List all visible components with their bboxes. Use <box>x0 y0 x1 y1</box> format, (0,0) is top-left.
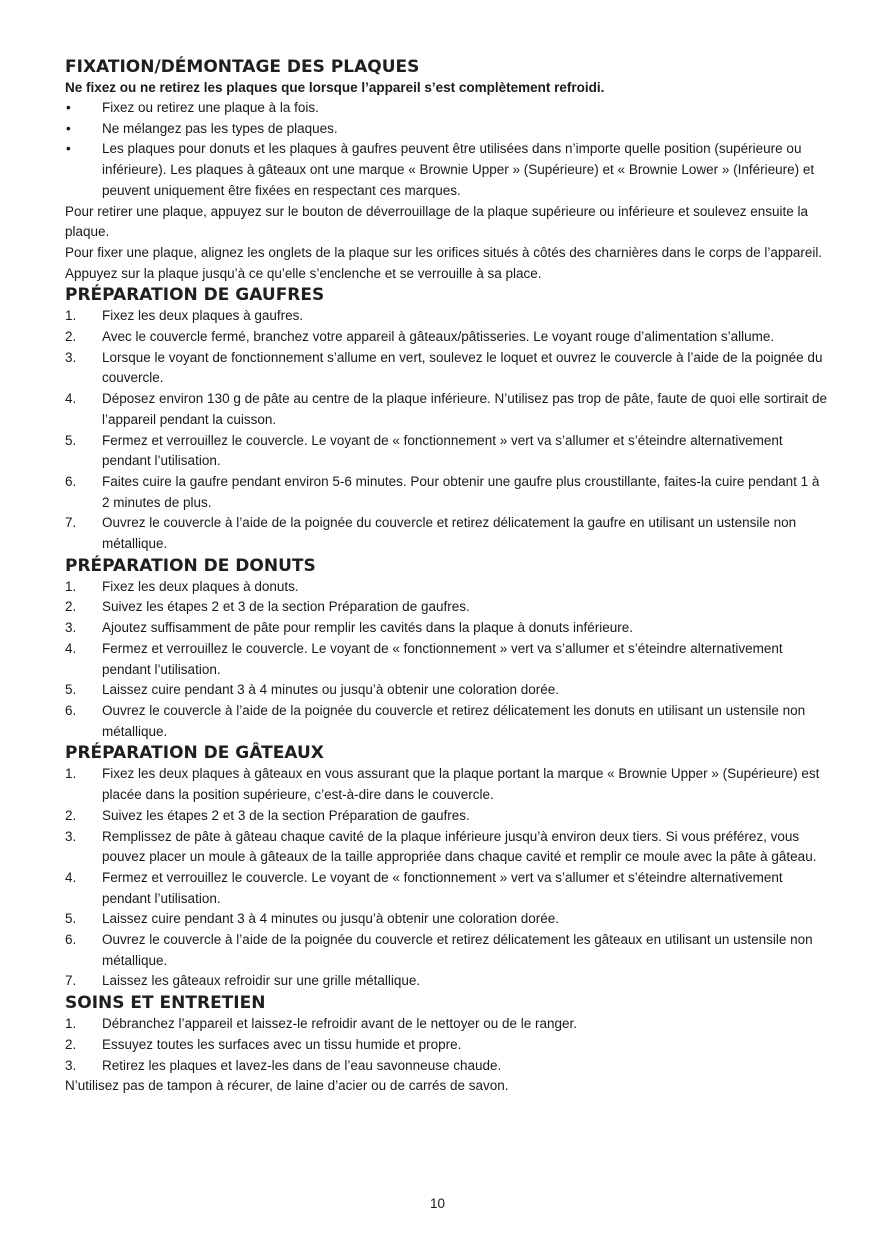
step-item <box>65 1014 827 1035</box>
step-number: 2. <box>65 807 77 823</box>
section-title: PRÉPARATION DE GAUFRES <box>65 285 325 306</box>
bullet-list <box>65 98 827 202</box>
bullet-marker: • <box>66 141 71 157</box>
step-item <box>65 930 827 971</box>
steps-list <box>65 1014 827 1076</box>
step-item <box>65 306 827 327</box>
step-number: 4. <box>65 640 77 656</box>
step-text: Ajoutez suffisamment de pâte pour remplir les cavités dans la plaque à donuts inférieure. <box>102 620 634 636</box>
step-item <box>65 806 827 827</box>
bullet-marker: • <box>66 120 71 136</box>
care-note: N’utilisez pas de tampon à récurer, de laine d’acier ou de carrés de savon. <box>65 1078 509 1094</box>
section-title: PRÉPARATION DE GÂTEAUX <box>65 743 324 764</box>
step-text: Fixez les deux plaques à gaufres. <box>102 308 304 324</box>
step-text: Ouvrez le couvercle à l’aide de la poignée du couvercle et retirez délicatement la gaufre en utilisant un ustensile non métallique. <box>102 515 797 552</box>
step-number: 2. <box>65 599 77 615</box>
list-item <box>65 98 827 119</box>
step-text: Fixez les deux plaques à gâteaux en vous assurant que la plaque portant la marque « Brownie Upper » (Supérieure) est placée dans la position supérieure, c’est-à-dire dans le couvercle. <box>102 766 820 803</box>
list-item-text: Les plaques pour donuts et les plaques à gaufres peuvent être utilisées dans n’importe quelle position (supérieure ou inférieure). Les plaques à gâteaux ont une marque « Brownie Upper » (Supérieure) et « Brownie Lower » (Inférieure) et peuvent uniquement être fixées en respectant ces marques. <box>102 141 815 198</box>
step-text: Débranchez l’appareil et laissez-le refroidir avant de le nettoyer ou de le ranger. <box>102 1016 578 1032</box>
step-text: Déposez environ 130 g de pâte au centre de la plaque inférieure. N’utilisez pas trop de pâte, faute de quoi elle sortirait de l’appareil pendant la cuisson. <box>102 391 827 427</box>
step-number: 2. <box>65 329 77 345</box>
step-text: Lorsque le voyant de fonctionnement s’allume en vert, soulevez le loquet et ouvrez le couvercle à l’aide de la poignée du couvercle. <box>102 349 823 386</box>
step-number: 4. <box>65 391 77 407</box>
section-title: SOINS ET ENTRETIEN <box>65 993 266 1014</box>
step-number: 3. <box>65 828 77 844</box>
steps-list <box>65 306 827 554</box>
list-item <box>65 139 827 201</box>
paragraph: Pour retirer une plaque, appuyez sur le bouton de déverrouillage de la plaque supérieure ou inférieure et soulevez ensuite la plaque. <box>65 203 808 240</box>
step-text: Fermez et verrouillez le couvercle. Le voyant de « fonctionnement » vert va s’allumer et s’éteindre alternativement pendant l’utilisation. <box>102 432 783 469</box>
step-item <box>65 909 827 930</box>
step-number: 3. <box>65 1057 77 1073</box>
step-text: Suivez les étapes 2 et 3 de la section Préparation de gaufres. <box>102 807 470 823</box>
step-text: Laissez les gâteaux refroidir sur une grille métallique. <box>102 973 421 989</box>
step-item <box>65 389 827 430</box>
step-text: Fermez et verrouillez le couvercle. Le voyant de « fonctionnement » vert va s’allumer et s’éteindre alternativement pendant l’utilisation. <box>102 640 783 677</box>
step-text: Retirez les plaques et lavez-les dans de l’eau savonneuse chaude. <box>102 1057 502 1073</box>
step-item <box>65 327 827 348</box>
list-item <box>65 119 827 140</box>
step-number: 6. <box>65 473 77 489</box>
step-number: 6. <box>65 932 77 948</box>
step-item <box>65 868 827 909</box>
step-item <box>65 680 827 701</box>
section-title: PRÉPARATION DE DONUTS <box>65 555 316 576</box>
step-text: Ouvrez le couvercle à l’aide de la poignée du couvercle et retirez délicatement les gâteaux en utilisant un ustensile non métallique. <box>102 932 813 968</box>
step-item <box>65 971 827 992</box>
step-number: 3. <box>65 620 77 636</box>
step-number: 3. <box>65 349 77 365</box>
step-item <box>65 827 827 868</box>
section-donuts <box>65 555 827 743</box>
steps-list <box>65 577 827 743</box>
step-number: 2. <box>65 1036 77 1052</box>
step-item <box>65 639 827 680</box>
step-number: 7. <box>65 973 77 989</box>
step-number: 1. <box>65 1016 77 1032</box>
step-text: Avec le couvercle fermé, branchez votre appareil à gâteaux/pâtisseries. Le voyant rouge d’alimentation s’allume. <box>102 329 775 345</box>
step-text: Suivez les étapes 2 et 3 de la section Préparation de gaufres. <box>102 599 470 615</box>
step-text: Ouvrez le couvercle à l’aide de la poignée du couvercle et retirez délicatement les donuts en utilisant un ustensile non métallique. <box>102 702 806 739</box>
section-title: FIXATION/DÉMONTAGE DES PLAQUES <box>65 57 420 77</box>
step-text: Fermez et verrouillez le couvercle. Le voyant de « fonctionnement » vert va s’allumer et s’éteindre alternativement pendant l’utilisation. <box>102 869 783 906</box>
step-number: 1. <box>65 308 77 324</box>
steps-list <box>65 764 827 992</box>
step-item <box>65 1035 827 1056</box>
section-plate-fitting <box>65 57 827 284</box>
step-item <box>65 513 827 554</box>
step-item <box>65 597 827 618</box>
step-text: Fixez les deux plaques à donuts. <box>102 578 299 594</box>
step-text: Laissez cuire pendant 3 à 4 minutes ou jusqu’à obtenir une coloration dorée. <box>102 911 560 927</box>
paragraph: Pour fixer une plaque, alignez les onglets de la plaque sur les orifices situés à côtés des charnières dans le corps de l’appareil. Appuyez sur la plaque jusqu’à ce qu’elle s’enclenche et se verrouille à sa place. <box>65 244 823 281</box>
step-number: 5. <box>65 682 77 698</box>
step-item <box>65 618 827 639</box>
step-number: 7. <box>65 515 77 531</box>
step-item <box>65 701 827 742</box>
step-item <box>65 431 827 472</box>
step-number: 1. <box>65 766 77 782</box>
step-item <box>65 577 827 598</box>
section-waffles <box>65 284 827 554</box>
bullet-marker: • <box>66 100 71 115</box>
warning-text: Ne fixez ou ne retirez les plaques que lorsque l’appareil s’est complètement refroidi. <box>65 80 605 95</box>
step-item <box>65 348 827 389</box>
step-number: 6. <box>65 702 77 718</box>
step-text: Faites cuire la gaufre pendant environ 5-6 minutes. Pour obtenir une gaufre plus croustillante, faites-la cuire pendant 1 à 2 minutes de plus. <box>102 473 820 510</box>
step-text: Remplissez de pâte à gâteau chaque cavité de la plaque inférieure jusqu’à environ deux tiers. Si vous préférez, vous pouvez placer un moule à gâteaux de la taille appropriée dans chaque cavité et remplir ce moule avec la pâte à gâteau. <box>102 828 817 865</box>
step-item <box>65 764 827 805</box>
page-number: 10 <box>429 1196 446 1211</box>
step-text: Essuyez toutes les surfaces avec un tissu humide et propre. <box>102 1036 462 1052</box>
step-number: 4. <box>65 869 77 885</box>
list-item-text: Fixez ou retirez une plaque à la fois. <box>102 100 319 115</box>
section-care <box>65 992 827 1097</box>
page-content <box>65 57 827 1097</box>
step-number: 5. <box>65 911 77 927</box>
list-item-text: Ne mélangez pas les types de plaques. <box>102 120 338 136</box>
step-text: Laissez cuire pendant 3 à 4 minutes ou jusqu’à obtenir une coloration dorée. <box>102 682 560 698</box>
step-item <box>65 472 827 513</box>
step-item <box>65 1056 827 1077</box>
section-cakes <box>65 742 827 992</box>
step-number: 5. <box>65 432 77 448</box>
step-number: 1. <box>65 578 77 594</box>
